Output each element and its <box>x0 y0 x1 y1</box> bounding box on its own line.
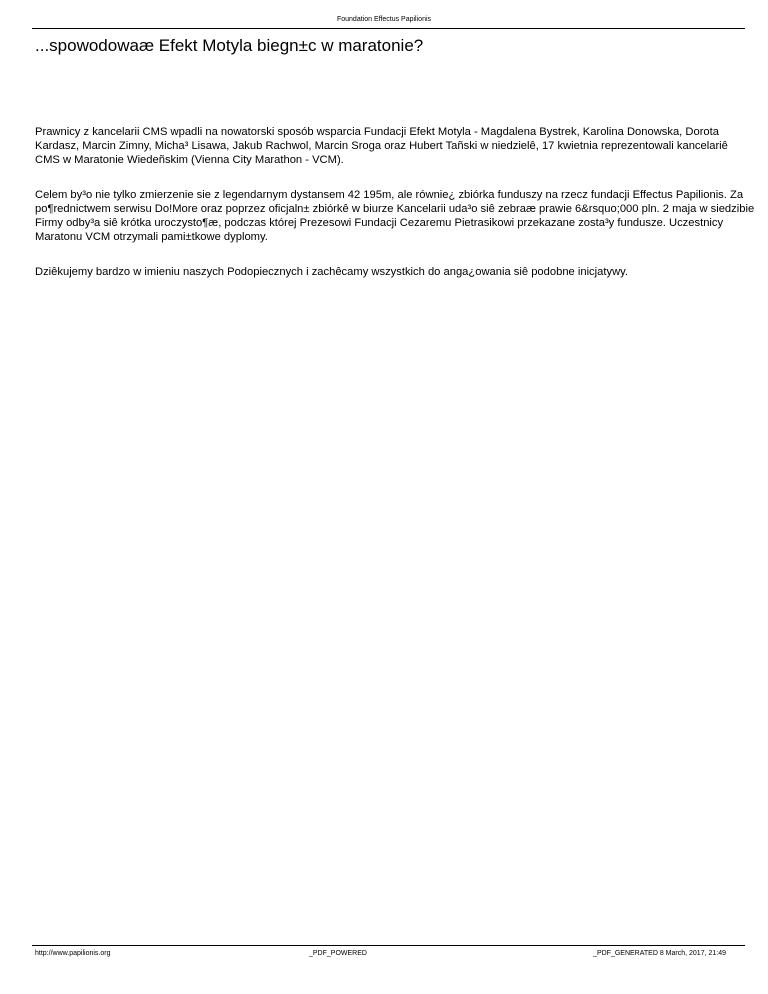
article-paragraph: Celem by³o nie tylko zmierzenie sie z legendarnym dystansem 42 195m, ale równie¿ zbiórka funduszy na rzecz fundacji Effectus Papilionis. Za po¶rednictwem serwisu Do!More oraz poprzez oficjaln± zbiórkê w biurze Kancelarii uda³o siê zebraæ prawie 6&rsquo;000 pln. 2 maja w siedzibie Firmy odby³a siê krótka uroczysto¶æ, podczas której Prezesowi Fundacji Cezaremu Pietrasikowi przekazane zosta³y fundusze. Uczestnicy Maratonu VCM otrzymali pami±tkowe dyplomy. <box>35 189 755 243</box>
article-paragraph: Dziêkujemy bardzo w imieniu naszych Podopiecznych i zachêcamy wszystkich do anga¿owania siê podobne inicjatywy. <box>35 266 629 278</box>
page-footer <box>35 949 745 959</box>
article-paragraph: Prawnicy z kancelarii CMS wpadli na nowatorski sposób wsparcia Fundacji Efekt Motyla - Magdalena Bystrek, Karolina Donowska, Dorota Kardasz, Marcin Zimny, Micha³ Lisawa, Jakub Rachwol, Marcin Sroga oraz Hubert Tañski w niedzielê, 17 kwietnia reprezentowali kancelariê CMS w Maratonie Wiedeñskim (Vienna City Marathon - VCM). <box>35 126 728 166</box>
footer-url: http://www.papilionis.org <box>35 950 111 957</box>
page-header: Foundation Effectus Papilionis <box>336 16 432 23</box>
article-body <box>35 125 755 300</box>
footer-powered: _PDF_POWERED <box>309 950 367 957</box>
article-title: ...spowodowaæ Efekt Motyla biegn±c w maratonie? <box>35 36 424 55</box>
footer-generated: _PDF_GENERATED 8 March, 2017, 21:49 <box>593 950 726 957</box>
footer-divider <box>32 945 745 946</box>
header-divider <box>32 28 745 29</box>
